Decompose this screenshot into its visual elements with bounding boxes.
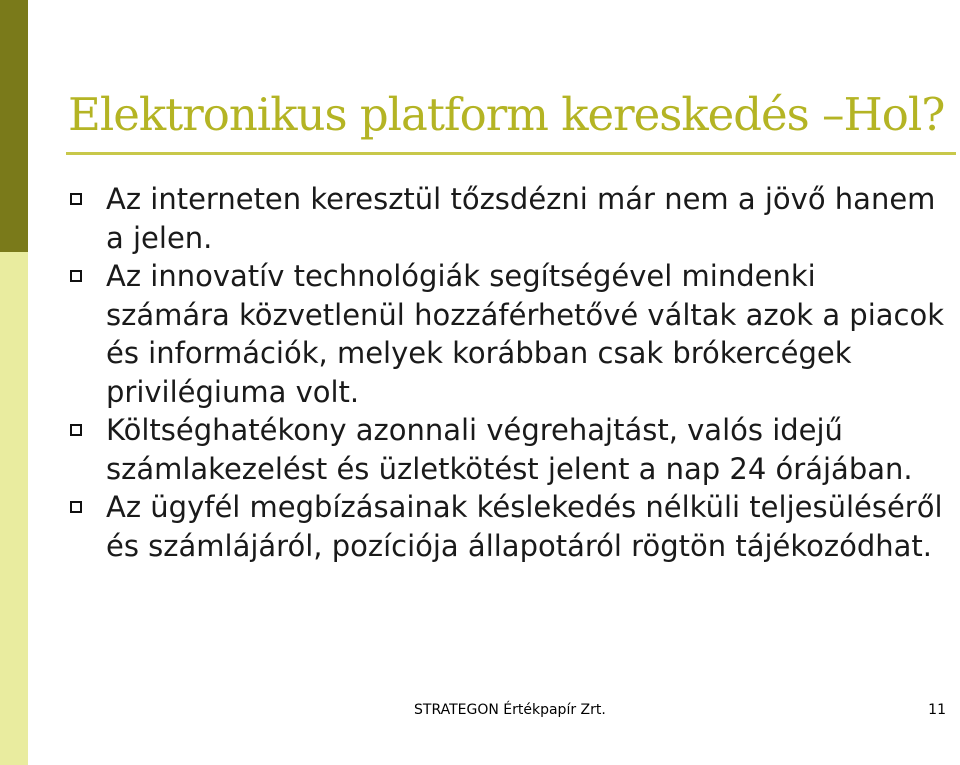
bullet-text: Az interneten keresztül tőzsdézni már nem a jövő hanem a jelen.	[106, 182, 936, 255]
page-number: 11	[928, 702, 946, 718]
bullet-text: Az innovatív technológiák segítségével mindenki számára közvetlenül hozzáférhetővé váltak azok a piacok és információk, melyek korábban csak brókercégek privilégiuma volt.	[106, 259, 945, 409]
footer-company: STRATEGON Értékpapír Zrt.	[414, 702, 606, 718]
title-underline	[66, 152, 956, 155]
square-bullet-icon	[70, 501, 82, 513]
slide-title: Elektronikus platform kereskedés –Hol?	[68, 88, 945, 141]
bullet-item	[68, 180, 948, 257]
bullet-list	[68, 180, 948, 565]
square-bullet-icon	[70, 193, 82, 205]
square-bullet-icon	[70, 424, 82, 436]
bullet-text: Költséghatékony azonnali végrehajtást, valós idejű számlakezelést és üzletkötést jelent a nap 24 órájában.	[106, 413, 913, 486]
bullet-item	[68, 257, 948, 411]
sidebar-accent-dark	[0, 0, 28, 252]
square-bullet-icon	[70, 270, 82, 282]
bullet-item	[68, 488, 948, 565]
bullet-text: Az ügyfél megbízásainak késlekedés nélküli teljesüléséről és számlájáról, pozíciója állapotáról rögtön tájékozódhat.	[106, 490, 943, 563]
sidebar-accent-light	[0, 252, 28, 765]
bullet-item	[68, 411, 948, 488]
